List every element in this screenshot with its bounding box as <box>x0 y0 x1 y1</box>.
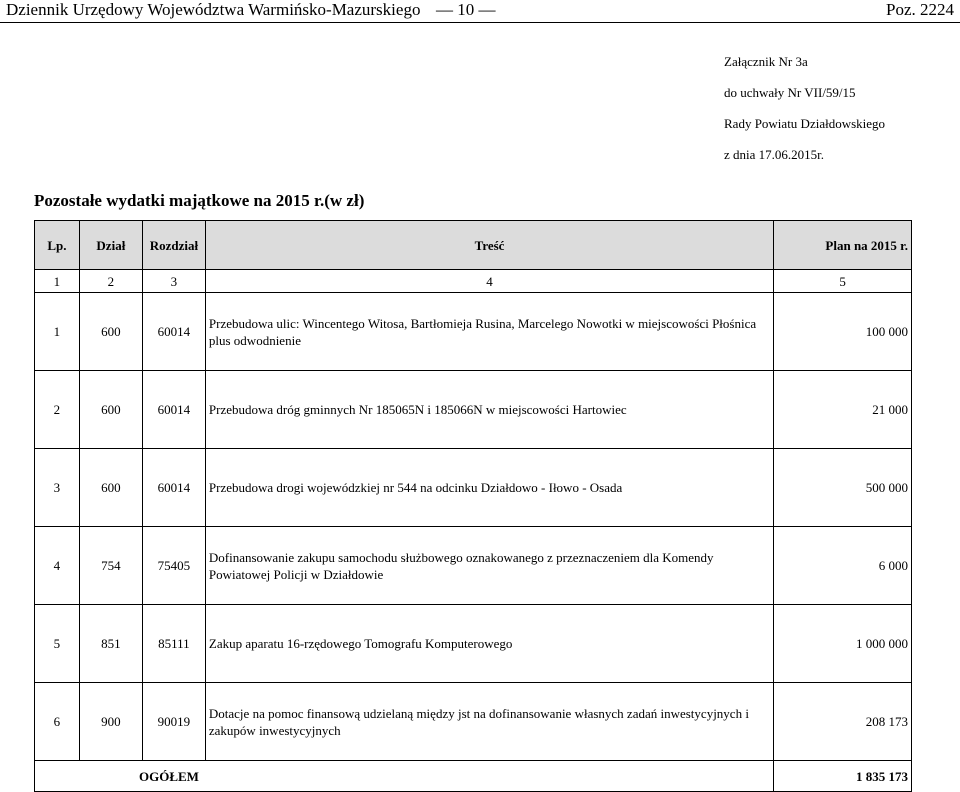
cell-lp: 4 <box>35 527 80 605</box>
attachment-block <box>724 46 954 170</box>
cell-tresc: Przebudowa dróg gminnych Nr 185065N i 185066N w miejscowości Hartowiec <box>205 371 773 449</box>
header-tresc: Treść <box>205 221 773 270</box>
cell-plan: 500 000 <box>774 449 912 527</box>
expenses-table-wrapper <box>34 220 912 792</box>
table-row <box>35 527 912 605</box>
cell-rozdzial: 75405 <box>142 527 205 605</box>
page-number: — 10 — <box>436 0 496 19</box>
cell-dzial: 600 <box>79 293 142 371</box>
column-number: 2 <box>79 270 142 293</box>
table-row <box>35 293 912 371</box>
total-row <box>35 761 912 792</box>
cell-plan: 1 000 000 <box>774 605 912 683</box>
position-number: Poz. 2224 <box>886 0 954 19</box>
cell-plan: 208 173 <box>774 683 912 761</box>
header-lp: Lp. <box>35 221 80 270</box>
attachment-line: do uchwały Nr VII/59/15 <box>724 85 856 100</box>
cell-dzial: 851 <box>79 605 142 683</box>
column-number-row <box>35 270 912 293</box>
cell-rozdzial: 90019 <box>142 683 205 761</box>
total-label: OGÓŁEM <box>35 761 774 792</box>
column-number: 5 <box>774 270 912 293</box>
cell-dzial: 600 <box>79 449 142 527</box>
table-row <box>35 449 912 527</box>
cell-tresc: Przebudowa drogi wojewódzkiej nr 544 na odcinku Działdowo - Iłowo - Osada <box>205 449 773 527</box>
cell-dzial: 600 <box>79 371 142 449</box>
header-dzial: Dział <box>79 221 142 270</box>
table-row <box>35 371 912 449</box>
header-plan: Plan na 2015 r. <box>774 221 912 270</box>
header-divider <box>0 22 960 23</box>
attachment-line: z dnia 17.06.2015r. <box>724 147 825 162</box>
cell-lp: 3 <box>35 449 80 527</box>
column-number: 4 <box>205 270 773 293</box>
cell-lp: 1 <box>35 293 80 371</box>
expenses-table <box>34 220 912 792</box>
table-row <box>35 605 912 683</box>
table-row <box>35 683 912 761</box>
attachment-line: Załącznik Nr 3a <box>724 54 808 69</box>
page-header <box>0 0 960 24</box>
cell-tresc: Dofinansowanie zakupu samochodu służbowego oznakowanego z przeznaczeniem dla Komendy Powiatowej Policji w Działdowie <box>205 527 773 605</box>
journal-title: Dziennik Urzędowy Województwa Warmińsko-Mazurskiego <box>6 0 421 19</box>
cell-dzial: 754 <box>79 527 142 605</box>
column-number: 1 <box>35 270 80 293</box>
cell-dzial: 900 <box>79 683 142 761</box>
cell-rozdzial: 60014 <box>142 293 205 371</box>
document-title: Pozostałe wydatki majątkowe na 2015 r.(w zł) <box>34 191 365 210</box>
cell-tresc: Przebudowa ulic: Wincentego Witosa, Bartłomieja Rusina, Marcelego Nowotki w miejscowości Płośnica plus odwodnienie <box>205 293 773 371</box>
cell-plan: 6 000 <box>774 527 912 605</box>
total-value: 1 835 173 <box>774 761 912 792</box>
column-number: 3 <box>142 270 205 293</box>
cell-plan: 100 000 <box>774 293 912 371</box>
cell-rozdzial: 60014 <box>142 371 205 449</box>
cell-lp: 5 <box>35 605 80 683</box>
cell-lp: 6 <box>35 683 80 761</box>
header-rozdzial: Rozdział <box>142 221 205 270</box>
cell-plan: 21 000 <box>774 371 912 449</box>
cell-lp: 2 <box>35 371 80 449</box>
cell-rozdzial: 60014 <box>142 449 205 527</box>
cell-tresc: Dotacje na pomoc finansową udzielaną między jst na dofinansowanie własnych zadań inwestycyjnych i zakupów inwestycyjnych <box>205 683 773 761</box>
cell-tresc: Zakup aparatu 16-rzędowego Tomografu Komputerowego <box>205 605 773 683</box>
cell-rozdzial: 85111 <box>142 605 205 683</box>
attachment-line: Rady Powiatu Działdowskiego <box>724 116 886 131</box>
table-header-row <box>35 221 912 270</box>
